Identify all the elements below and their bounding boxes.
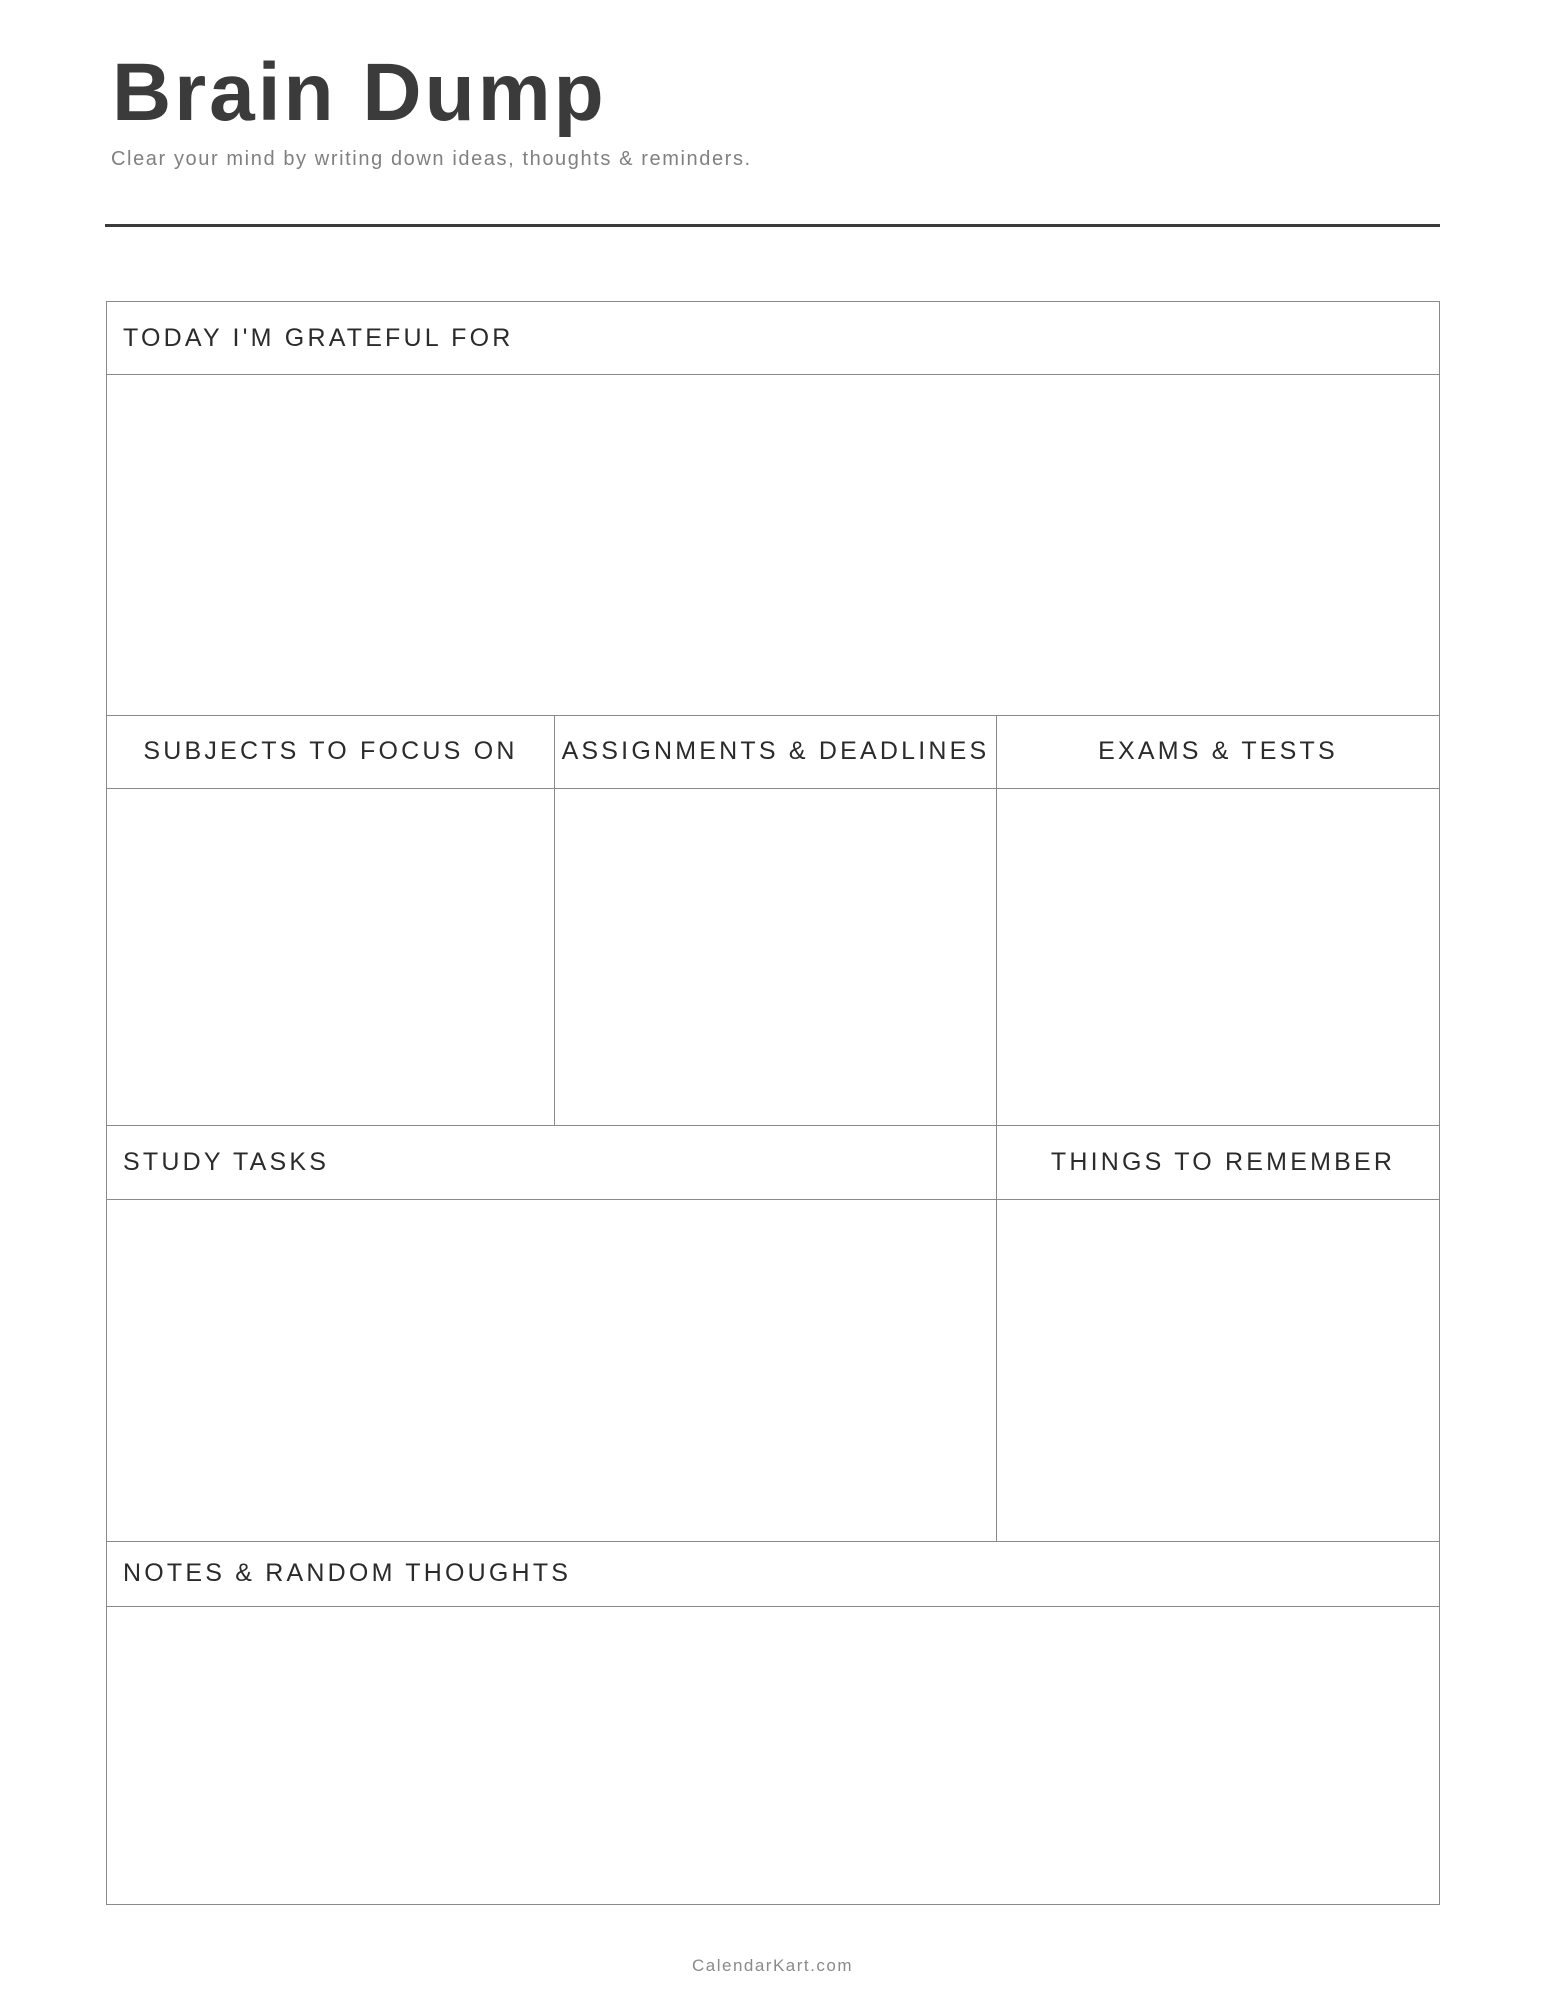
footer-brand: CalendarKart.com xyxy=(691,1956,853,1975)
study-tasks-writing-area[interactable] xyxy=(107,1200,996,1541)
remember-writing-area[interactable] xyxy=(997,1200,1439,1541)
section-header-assignments: ASSIGNMENTS & DEADLINES xyxy=(561,737,990,765)
subjects-writing-area[interactable] xyxy=(107,789,554,1125)
page-subtitle: Clear your mind by writing down ideas, thoughts & reminders. xyxy=(111,148,752,170)
section-header-grateful: TODAY I'M GRATEFUL FOR xyxy=(123,323,514,352)
section-header-study-tasks: STUDY TASKS xyxy=(123,1147,330,1176)
grateful-writing-area[interactable] xyxy=(107,375,1439,715)
title-divider xyxy=(105,224,1440,227)
notes-writing-area[interactable] xyxy=(107,1607,1439,1904)
brain-dump-sheet xyxy=(106,301,1440,1905)
section-header-notes: NOTES & RANDOM THOUGHTS xyxy=(123,1559,572,1587)
section-header-exams: EXAMS & TESTS xyxy=(1098,737,1338,765)
exams-writing-area[interactable] xyxy=(997,789,1439,1125)
page-title: Brain Dump xyxy=(112,47,607,138)
section-header-remember: THINGS TO REMEMBER xyxy=(1050,1147,1396,1176)
assignments-writing-area[interactable] xyxy=(555,789,996,1125)
section-header-subjects: SUBJECTS TO FOCUS ON xyxy=(143,737,518,765)
